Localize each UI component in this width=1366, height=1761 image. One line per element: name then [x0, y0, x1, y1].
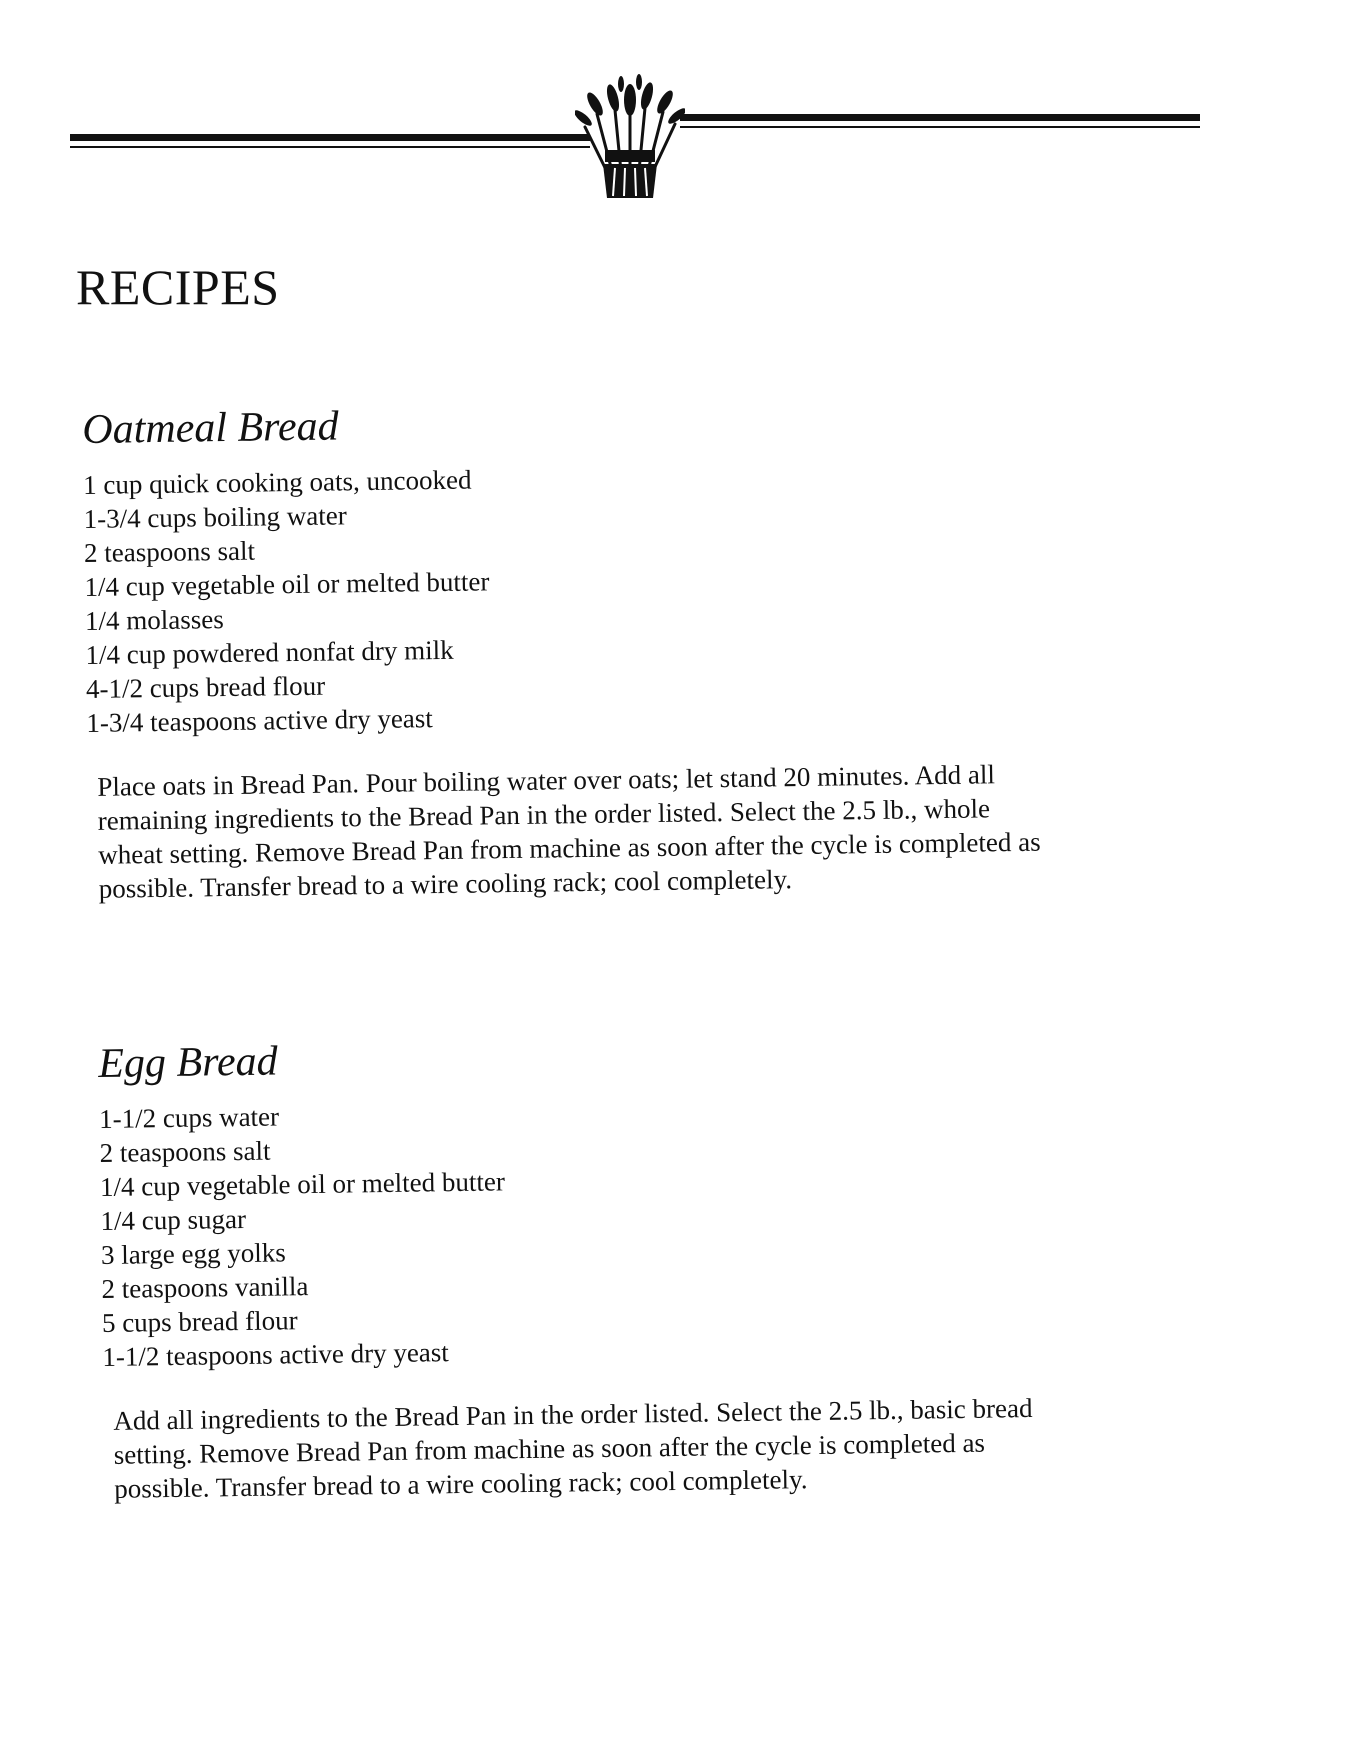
ingredient-item: 3 large egg yolks — [100, 1237, 286, 1270]
ingredient-item: 1-1/2 teaspoons active dry yeast — [102, 1337, 450, 1372]
wheat-sheaf-icon — [575, 72, 685, 200]
recipe-egg-bread — [98, 1026, 1104, 1506]
recipe-instructions: Add all ingredients to the Bread Pan in the order listed. Select the 2.5 lb., basic bread setting. Remove Bread Pan from machine as soon after the cycle is completed as possible. Transfer bread to a wire cooling rack; cool completely. — [113, 1392, 1033, 1504]
ingredient-item: 1 cup quick cooking oats, uncooked — [82, 464, 472, 500]
recipe-title: Oatmeal Bread — [82, 403, 339, 453]
ingredient-list — [83, 454, 1087, 740]
ingredient-item: 5 cups bread flour — [101, 1305, 298, 1338]
header-rule-left-thin — [70, 146, 590, 148]
recipe-title: Egg Bread — [98, 1038, 278, 1087]
ingredient-item: 4-1/2 cups bread flour — [85, 670, 326, 704]
ingredient-item: 1/4 molasses — [84, 604, 224, 636]
ingredient-item: 1/4 cup vegetable oil or melted butter — [99, 1166, 506, 1202]
recipe-instructions: Place oats in Bread Pan. Pour boiling water over oats; let stand 20 minutes. Add all remaining ingredients to the Bread Pan in the order listed. Select the 2.5 lb., whole wheat setting. Remove Bread Pan from machine as soon after the cycle is completed as possible. Transfer bread to a wire cooling rack; cool completely. — [97, 759, 1041, 904]
ingredient-item: 1/4 cup sugar — [100, 1203, 247, 1236]
header-rule-right — [680, 114, 1200, 121]
recipe-oatmeal-bread — [82, 392, 1089, 906]
ingredient-item: 2 teaspoons vanilla — [101, 1271, 309, 1304]
ingredient-item: 1/4 cup powdered nonfat dry milk — [85, 634, 454, 670]
ingredient-item: 1-1/2 cups water — [98, 1101, 280, 1134]
header-rule-left — [70, 134, 590, 141]
ingredient-item: 1-3/4 cups boiling water — [83, 500, 347, 534]
ingredient-item: 2 teaspoons salt — [99, 1135, 271, 1168]
ingredient-list — [99, 1088, 1103, 1374]
ingredient-item: 1-3/4 teaspoons active dry yeast — [86, 703, 434, 738]
header-rule-right-thin — [680, 126, 1200, 128]
ingredient-item: 2 teaspoons salt — [83, 535, 256, 568]
page-title: RECIPES — [76, 259, 280, 315]
ingredient-item: 1/4 cup vegetable oil or melted butter — [84, 566, 490, 602]
